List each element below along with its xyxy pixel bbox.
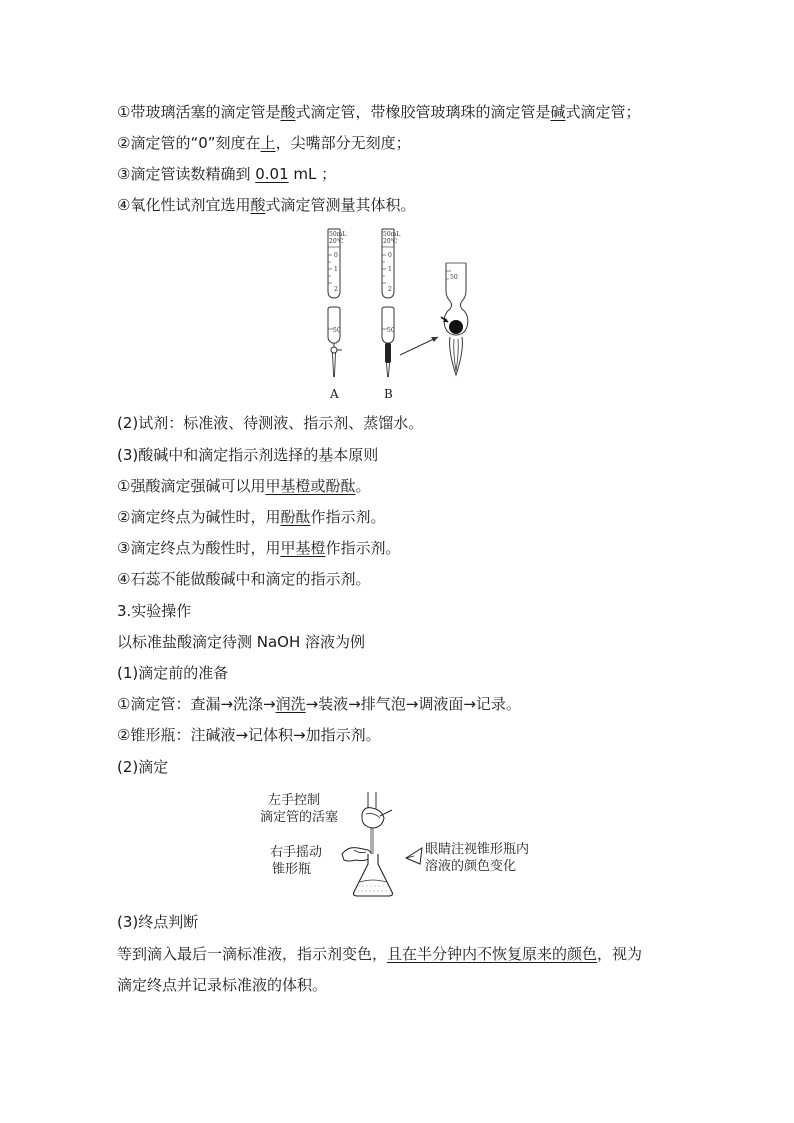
answer-indicator: 甲基橙或酚酞 xyxy=(265,477,356,495)
burette-a-upper xyxy=(328,229,346,298)
text: ②滴定管的“0”刻度在 xyxy=(117,134,261,152)
answer-acid: 酸 xyxy=(280,103,296,121)
caption-right-hand-1: 右手摇动 xyxy=(270,845,323,860)
answer-up: 上 xyxy=(260,134,276,152)
rubber-tube xyxy=(385,343,391,363)
zoom-tick-50: 50 xyxy=(450,274,458,281)
burette-type-line xyxy=(117,102,641,122)
burette-a-tick-0: 0 xyxy=(334,252,338,259)
zoom-arrow xyxy=(400,337,438,355)
burette-a-lower xyxy=(328,307,342,401)
burette-b-tick-1: 1 xyxy=(388,266,392,273)
oxidant-line xyxy=(117,195,415,215)
principle-3 xyxy=(117,538,400,558)
principle-2 xyxy=(117,507,385,527)
answer-acid: 酸 xyxy=(250,196,266,214)
burette-a-tick-50: 50 xyxy=(333,327,341,334)
burette-a-capacity: 50mL xyxy=(329,231,347,238)
label-a: A xyxy=(330,387,339,401)
burette-b-tick-2: 2 xyxy=(388,286,392,293)
text: ，尖嘴部分无刻度； xyxy=(275,134,411,152)
text: 作指示剂。 xyxy=(310,508,386,526)
text: ④氧化性试剂宜选用 xyxy=(117,196,251,214)
titration-title: (2)滴定 xyxy=(117,758,169,776)
label-b: B xyxy=(384,387,393,401)
burette-a-temp: 20℃ xyxy=(329,238,344,245)
text: ①强酸滴定强碱可以用 xyxy=(117,477,266,495)
text: 。 xyxy=(355,477,371,495)
text: ③滴定终点为酸性时，用 xyxy=(117,539,281,557)
endpoint-line-2: 滴定终点并记录标准液的体积。 xyxy=(117,976,328,994)
burette-b-tick-0: 0 xyxy=(388,252,392,259)
text: →装液→排气泡→调液面→记录。 xyxy=(305,695,521,713)
answer-indicator: 酚酞 xyxy=(280,508,311,526)
section-heading: 3.实验操作 xyxy=(117,602,192,620)
zero-mark-line xyxy=(117,133,411,153)
text: 等到滴入最后一滴标准液，指示剂变色， xyxy=(117,945,388,963)
text: 式滴定管测量其体积。 xyxy=(265,196,416,214)
prep-title: (1)滴定前的准备 xyxy=(117,664,229,682)
prep-flask-line: ②锥形瓶：注碱液→记体积→加指示剂。 xyxy=(117,726,381,744)
endpoint-line-1 xyxy=(117,944,642,964)
text: 式滴定管； xyxy=(565,103,641,121)
answer-indicator: 甲基橙 xyxy=(280,539,326,557)
text: mL ； xyxy=(288,165,337,183)
burette-b-temp: 20℃ xyxy=(383,238,398,245)
indicator-title: (3)酸碱中和滴定指示剂选择的基本原则 xyxy=(117,446,379,464)
burette-b-tick-50: 50 xyxy=(387,327,395,334)
text: ②滴定终点为碱性时，用 xyxy=(117,508,281,526)
principle-4: ④石蕊不能做酸碱中和滴定的指示剂。 xyxy=(117,570,371,588)
answer-base: 碱 xyxy=(550,103,566,121)
endpoint-title: (3)终点判断 xyxy=(117,913,199,931)
text: ①滴定管：查漏→洗涤→ xyxy=(117,695,276,713)
text: ①带玻璃活塞的滴定管是 xyxy=(117,103,281,121)
answer-endpoint: 且在半分钟内不恢复原来的颜色 xyxy=(387,945,598,963)
example-line: 以标准盐酸滴定待测 NaOH 溶液为例 xyxy=(117,633,366,651)
answer-precision: 0.01 xyxy=(255,165,289,183)
text: ③滴定管读数精确到 xyxy=(117,165,256,183)
precision-line xyxy=(117,164,336,184)
burette-b-upper xyxy=(382,229,400,298)
prep-burette-line xyxy=(117,694,521,714)
text: 式滴定管，带橡胶管玻璃珠的滴定管是 xyxy=(295,103,551,121)
burette-figure xyxy=(310,225,500,405)
burette-b-capacity: 50mL xyxy=(383,231,401,238)
caption-eye-2: 溶液的颜色变化 xyxy=(425,859,517,874)
text: 作指示剂。 xyxy=(325,539,401,557)
glass-bead xyxy=(449,320,463,334)
burette-a-tick-2: 2 xyxy=(334,286,338,293)
titration-diagram xyxy=(340,792,430,898)
reagents-line: (2)试剂：标准液、待测液、指示剂、蒸馏水。 xyxy=(117,414,424,432)
burette-diagram xyxy=(310,225,500,405)
glass-bead-detail xyxy=(441,263,468,375)
caption-eye-1: 眼睛注视锥形瓶内 xyxy=(425,842,530,857)
caption-left-hand-1: 左手控制 xyxy=(268,793,321,808)
burette-b-lower xyxy=(382,307,395,401)
titration-figure xyxy=(340,792,430,898)
burette-a-tick-1: 1 xyxy=(334,266,338,273)
text: ，视为 xyxy=(597,945,643,963)
principle-1 xyxy=(117,476,370,496)
caption-right-hand-2: 锥形瓶 xyxy=(272,862,312,877)
caption-left-hand-2: 滴定管的活塞 xyxy=(260,810,339,825)
answer-rinse: 润洗 xyxy=(275,695,306,713)
